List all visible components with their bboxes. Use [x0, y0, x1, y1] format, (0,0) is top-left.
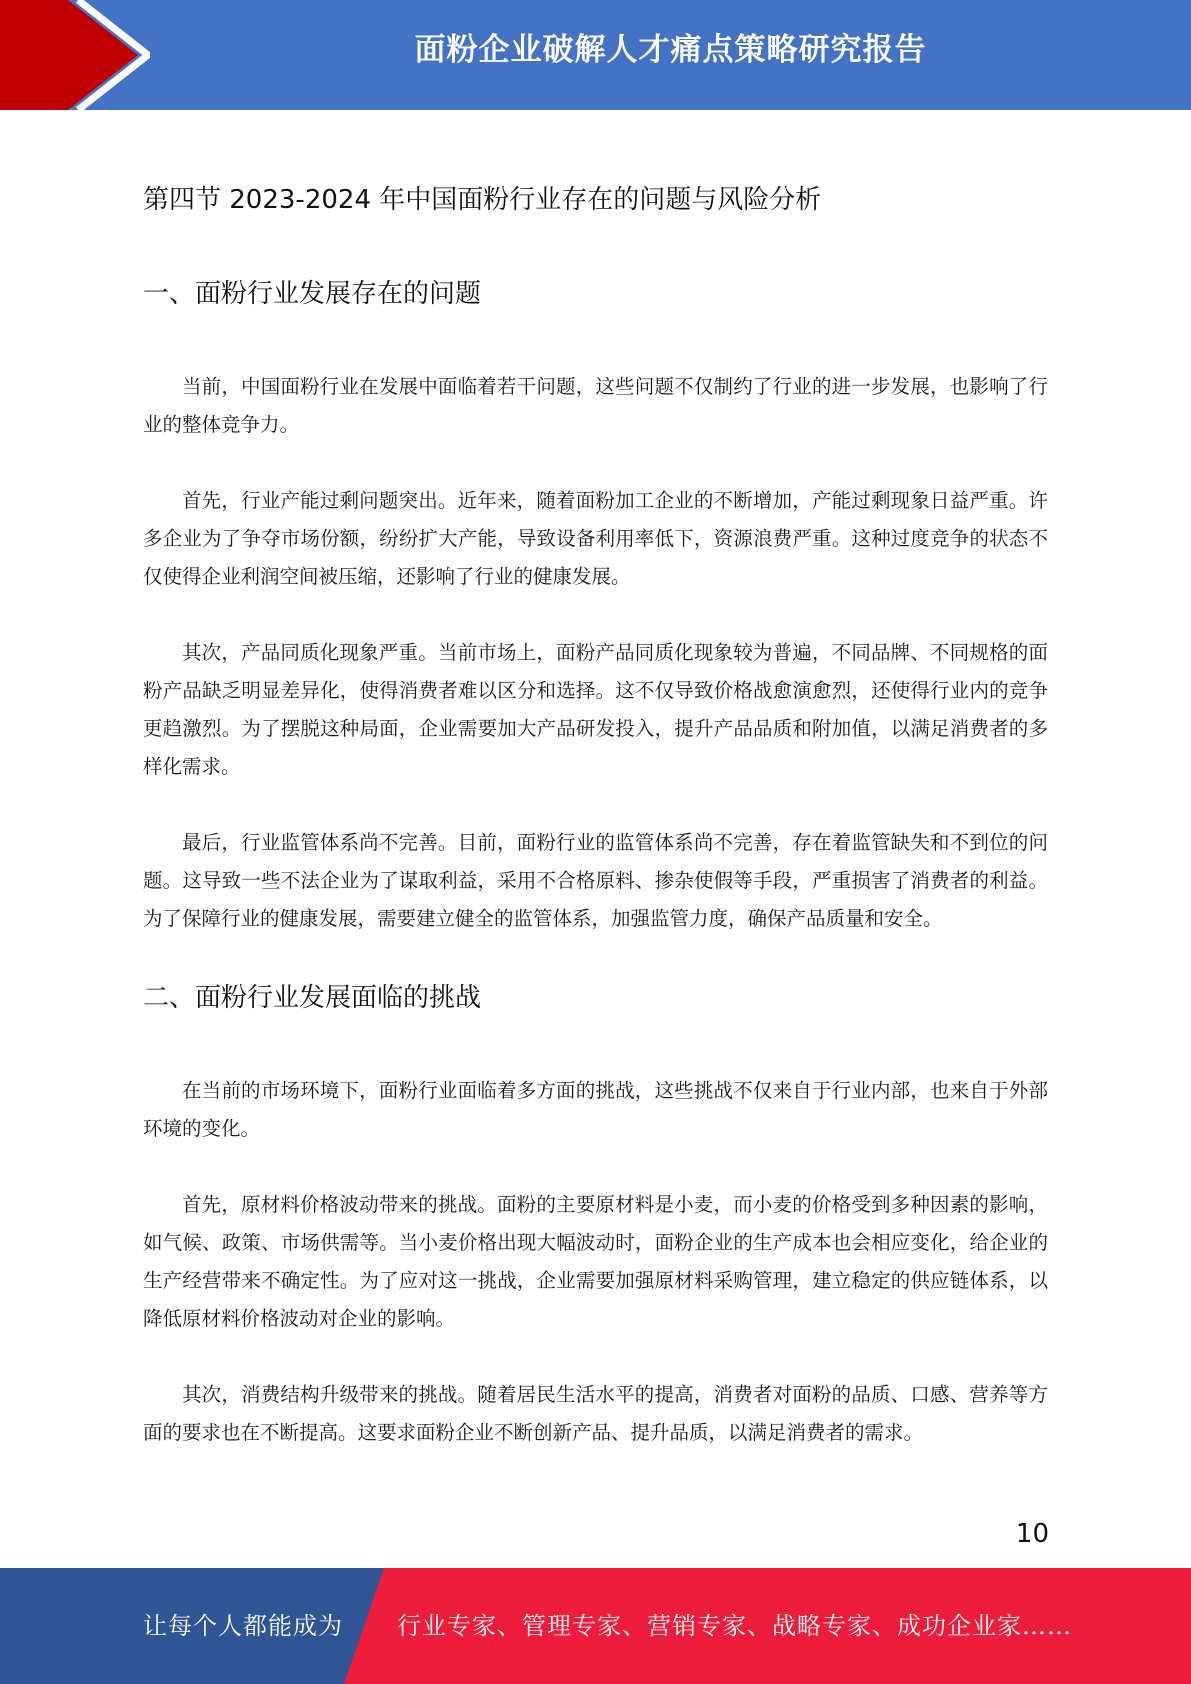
page-content [143, 178, 1048, 1452]
page-number: 10 [1015, 1519, 1049, 1549]
header-arrow-decoration [0, 0, 150, 110]
paragraph: 当前，中国面粉行业在发展中面临着若干问题，这些问题不仅制约了行业的进一步发展，也影响了行业的整体竞争力。 [143, 375, 1048, 436]
paragraph: 其次，消费结构升级带来的挑战。随着居民生活水平的提高，消费者对面粉的品质、口感、营养等方面的要求也在不断提高。这要求面粉企业不断创新产品、提升品质，以满足消费者的需求。 [143, 1383, 1048, 1444]
footer-slogan-right: 行业专家、管理专家、营销专家、战略专家、成功企业家…… [397, 1612, 1072, 1640]
subheading-challenges: 二、面粉行业发展面临的挑战 [143, 983, 482, 1013]
paragraph: 在当前的市场环境下，面粉行业面临着多方面的挑战，这些挑战不仅来自于行业内部，也来自于外部环境的变化。 [143, 1079, 1048, 1140]
footer-banner [0, 1568, 1191, 1684]
section-title: 第四节 2023-2024 年中国面粉行业存在的问题与风险分析 [143, 185, 822, 215]
subheading-problems: 一、面粉行业发展存在的问题 [143, 279, 482, 309]
report-title: 面粉企业破解人才痛点策略研究报告 [414, 32, 927, 68]
paragraph: 其次，产品同质化现象严重。当前市场上，面粉产品同质化现象较为普遍，不同品牌、不同规格的面粉产品缺乏明显差异化，使得消费者难以区分和选择。这不仅导致价格战愈演愈烈，还使得行业内的竞争更趋激烈。为了摆脱这种局面，企业需要加大产品研发投入，提升产品品质和附加值，以满足消费者的多样化需求。 [143, 641, 1048, 778]
paragraph: 首先，行业产能过剩问题突出。近年来，随着面粉加工企业的不断增加，产能过剩现象日益严重。许多企业为了争夺市场份额，纷纷扩大产能，导致设备利用率低下，资源浪费严重。这种过度竞争的状态不仅使得企业利润空间被压缩，还影响了行业的健康发展。 [143, 489, 1048, 588]
header-bar [0, 0, 1191, 110]
paragraph: 首先，原材料价格波动带来的挑战。面粉的主要原材料是小麦，而小麦的价格受到多种因素的影响，如气候、政策、市场供需等。当小麦价格出现大幅波动时，面粉企业的生产成本也会相应变化，给企业的生产经营带来不确定性。为了应对这一挑战，企业需要加强原材料采购管理，建立稳定的供应链体系，以降低原材料价格波动对企业的影响。 [143, 1193, 1048, 1330]
footer-slogan-left: 让每个人都能成为 [143, 1612, 343, 1640]
paragraph: 最后，行业监管体系尚不完善。目前，面粉行业的监管体系尚不完善，存在着监管缺失和不到位的问题。这导致一些不法企业为了谋取利益，采用不合格原料、掺杂使假等手段，严重损害了消费者的利益。为了保障行业的健康发展，需要建立健全的监管体系，加强监管力度，确保产品质量和安全。 [143, 831, 1048, 930]
